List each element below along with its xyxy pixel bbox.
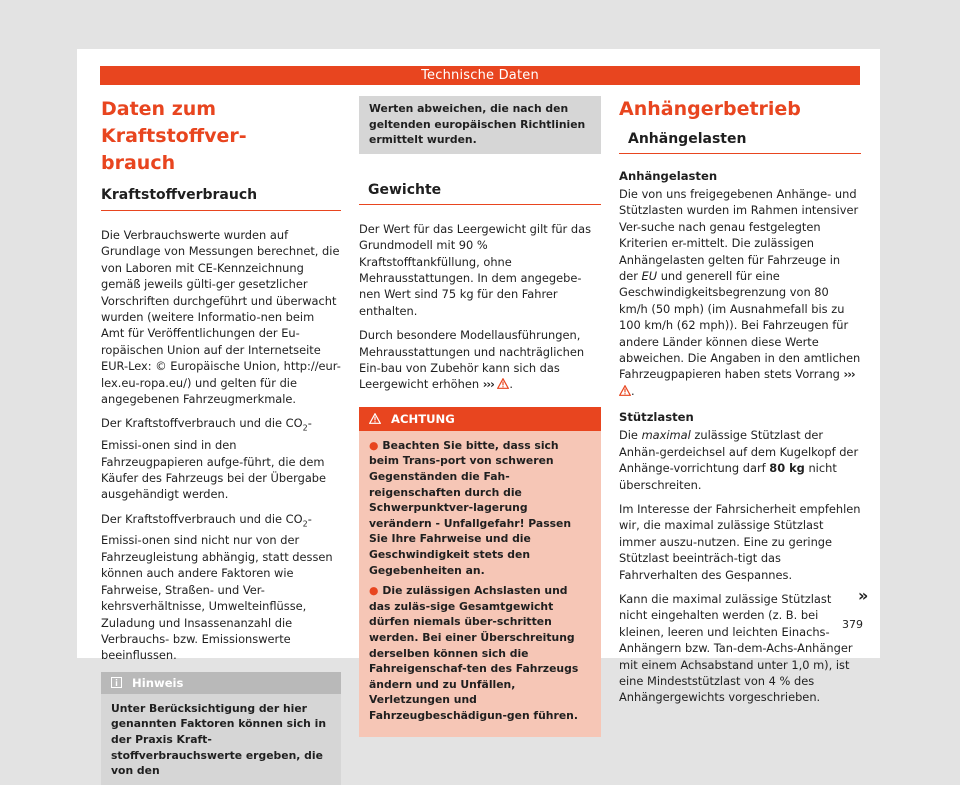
heading-support-loads: Stützlasten: [619, 410, 694, 425]
paragraph-safety-recommendation: Im Interesse der Fahrsicherheit empfehlen wir, die maximal zulässige Stützlast immer auszu-nutzen. Eine zu geringe Stützlast beeinträch-tigt das Fahrverhalten des Gespannes.: [619, 501, 861, 582]
bullet-icon: ●: [369, 438, 379, 452]
section-title-fuel-data: [101, 96, 341, 177]
paragraph-max-support-load: Die maximal zulässige Stützlast der Anhän-gerdeichsel auf dem Kugelkopf der Anhänge-vorrichtung darf 80 kg nicht überschreiten.: [619, 428, 859, 492]
warning-item: ● Die zulässigen Achslasten und das zuläs-sige Gesamtgewicht dürfen niemals über-schritten werden. Bei einer Überschreitung derselben können sich die Fahreigenschaf-ten des Fahrzeugs ändern und zu Unfällen, Verletzungen und Fahrzeugbeschädigun-gen führen.: [369, 584, 579, 722]
subtitle-fuel-consumption: Kraftstoffverbrauch: [101, 185, 341, 211]
note-text: Unter Berücksichtigung der hier genannten Faktoren können sich in der Praxis Kraft-stoffverbrauchswerte ergeben, die von den: [111, 701, 327, 778]
warning-body: [359, 431, 601, 737]
title-line-2: brauch: [101, 152, 176, 174]
reference-arrows: ›››: [482, 377, 494, 392]
continue-marker: »: [858, 586, 869, 605]
warning-header: [359, 407, 601, 431]
section-weights: Gewichte: [359, 180, 601, 205]
note-header: [101, 672, 341, 694]
subtitle-trailer-loads: Anhängelasten: [619, 129, 861, 154]
paragraph-empty-weight: Der Wert für das Leergewicht gilt für das Grundmodell mit 90 % Kraftstofftankfüllung, ohne Mehrausstattungen. In dem angegebe-nen Wert sind 75 kg für den Fahrer enthalten.: [359, 221, 592, 318]
column-3: [619, 96, 861, 714]
paragraph-co2-documents: Der Kraftstoffverbrauch und die $CO_2-Emissi$-onen sind in den Fahrzeugpapieren aufge-führt, die dem Käufer des Fahrzeugs bei der Übergabe ausgehändigt werden.: [101, 416, 327, 502]
column-1: [101, 96, 341, 785]
warning-box: [359, 407, 601, 737]
warning-item: ● Beachten Sie bitte, dass sich beim Trans-port von schweren Gegenständen die Fah-reigenschaften durch die Schwerpunktver-lagerung verändern - Unfallgefahr! Passen Sie Ihre Fahrweise und die Geschwindigkeit stets den Gegebenheiten an.: [369, 438, 572, 577]
section-title-trailer: Anhängerbetrieb: [619, 98, 801, 120]
heading-trailer-loads: Anhängelasten: [619, 169, 718, 183]
note-continuation: Werten abweichen, die nach den geltenden europäischen Richtlinien ermittelt wurden.: [359, 96, 601, 154]
paragraph-measurement: Die Verbrauchswerte wurden auf Grundlage von Messungen berechnet, die von Laboren mit CE-Kennzeichnung gemäß jeweils gülti-ger gesetzlicher Vorschriften durchgeführt und überwacht wurden (weitere Informatio-nen beim Amt für Veröffentlichungen der Eu-ropäischen Union auf der Internetseite EUR-Lex: © Europäische Union, http://eur-lex.eu-ropa.eu/) und gelten für die angegebenen Fahrzeugmerkmale.: [101, 228, 341, 407]
reference-arrows: ›››: [843, 367, 855, 382]
column-2: [359, 96, 601, 737]
chapter-header: Technische Daten: [100, 66, 860, 85]
paragraph-trailer-loads: Die von uns freigegebenen Anhänge- und Stützlasten wurden im Rahmen intensiver Ver-suche nach genau festgelegten Kriterien er-mittelt. Die zulässigen Anhängelasten gelten für Fahrzeuge in der EU und generell für eine Geschwindigkeitsbegrenzung von 80 km/h (50 mph) (im Ausnahmefall bis zu 100 km/h (62 mph)). Bei Fahrzeugen für andere Länder können diese Werte abweichen. Die Angaben in den amtlichen Fahrzeugpapieren haben stets Vorrang ››› .: [619, 187, 861, 398]
paragraph-co2-factors: Der Kraftstoffverbrauch und die $CO_2-Emissi$-onen sind nicht nur von der Fahrzeugleistung abhängig, statt dessen können auch andere Faktoren wie Fahrweise, Straßen- und Ver-kehrsverhältnisse, Umwelteinflüsse, Zuladung und Insassenanzahl die Verbrauchs- bzw. Emissionswerte beeinflussen.: [101, 511, 333, 663]
note-box: [101, 672, 341, 785]
note-title: Hinweis: [132, 675, 184, 690]
info-icon: [111, 677, 122, 688]
warning-triangle-icon: [369, 413, 381, 424]
paragraph-weight-increase: Durch besondere Modellausführungen, Mehrausstattungen und nachträglichen Ein-bau von Zubehör kann sich das Leergewicht erhöhen ››› .: [359, 328, 585, 392]
paragraph-minimum-support-load: Kann die maximal zulässige Stützlast nicht eingehalten werden (z. B. bei kleinen, leeren und leichten Einachs-Anhängern bzw. Tan-dem-Achs-Anhänger mit einem Achsabstand unter 1,0 m), ist eine Mindeststützlast von 4 % des Anhängergewichts vorgeschrieben.: [619, 591, 853, 705]
warning-title: ACHTUNG: [391, 411, 455, 426]
title-line-1: Daten zum Kraftstoffver-: [101, 98, 247, 147]
warning-triangle-icon[interactable]: [619, 385, 631, 396]
page-number: 379: [842, 618, 863, 631]
warning-triangle-icon[interactable]: [497, 378, 509, 389]
bullet-icon: ●: [369, 584, 379, 598]
